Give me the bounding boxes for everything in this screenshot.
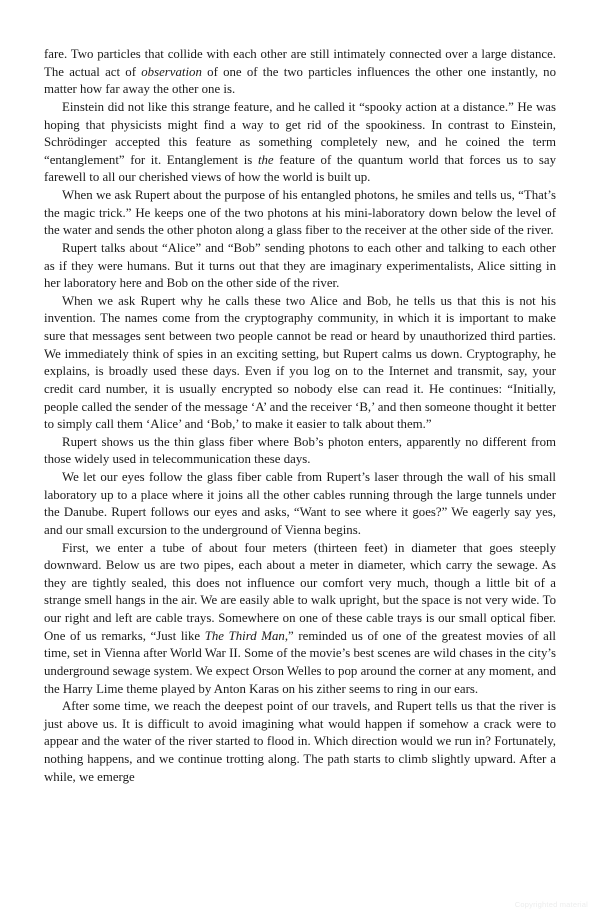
body-paragraph: Rupert talks about “Alice” and “Bob” sending photons to each other and talking to each other as if they were humans. But it turns out that they are imaginary experimentalists, Alice sitting in her laboratory here and Bob on the other side of the river. bbox=[44, 240, 556, 291]
body-paragraph: When we ask Rupert why he calls these two Alice and Bob, he tells us that this is not his invention. The names come from the cryptography community, in which it is important to make sure that messages sent between two people cannot be read or heard by unauthorized third parties. We immediately think of spies in an exciting setting, but Rupert calms us down. Cryptography, he explains, is broadly used these days. Even if you log on to the Internet and transmit, say, your credit card number, it is usually encrypted so nobody else can read it. He continues: “Initially, people called the sender of the message ‘A’ and the receiver ‘B,’ and then someone thought it better to simply call them ‘Alice’ and ‘Bob,’ to make it easier to talk about them.” bbox=[44, 293, 556, 432]
body-paragraph: After some time, we reach the deepest point of our travels, and Rupert tells us that the river is just above us. It is difficult to avoid imagining what would happen if somehow a crack were to appear and the water of the river started to flood in. Which direction would we run in? Fortunately, nothing happens, and we continue trotting along. The path starts to climb slightly upward. After a while, we emerge bbox=[44, 699, 556, 784]
emphasis-text: The Third Man bbox=[204, 628, 285, 643]
body-paragraph: Einstein did not like this strange feature, and he called it “spooky action at a distance.” He was hoping that physicists might find a way to get rid of the spookiness. In contrast to Einstein, Schrödinger accepted this feature as something completely new, and he coined the term “entanglement” for it. Entanglement is the feature of the quantum world that forces us to say farewell to all our cherished views of how the world is built up. bbox=[44, 99, 556, 185]
body-text-column bbox=[44, 46, 556, 786]
body-paragraph: fare. Two particles that collide with each other are still intimately connected over a large distance. The actual act of observation of one of the two particles influences the other one instantly, no matter how far away the other one is. bbox=[44, 47, 556, 97]
body-paragraph: When we ask Rupert about the purpose of his entangled photons, he smiles and tells us, “That’s the magic trick.” He keeps one of the two photons at his mini-laboratory down below the level of the water and sends the other photon along a glass fiber to the receiver at the other side of the river. bbox=[44, 188, 556, 238]
emphasis-text: observation bbox=[141, 64, 202, 79]
emphasis-text: the bbox=[257, 152, 274, 167]
body-paragraph: We let our eyes follow the glass fiber cable from Rupert’s laser through the wall of his small laboratory up to a place where it joins all the other cables running through the large tunnels under the Danube. Rupert follows our eyes and asks, “Want to see where it goes?” We eagerly say yes, and our small excursion to the underground of Vienna begins. bbox=[44, 470, 556, 537]
body-paragraph: First, we enter a tube of about four meters (thirteen feet) in diameter that goes steeply downward. Below us are two pipes, each about a meter in diameter, which carry the sewage. As they are tightly sealed, this does not influence our comfort very much, though a little bit of a strange smell hangs in the air. We are easily able to walk upright, but the space is not very wide. To our right and left are cable trays. Somewhere on one of these cable trays is our small optical fiber. One of us remarks, “Just like The Third Man,” reminded us of one of the greatest movies of all time, set in Vienna after World War II. Some of the movie’s best scenes are wild chases in the city’s underground sewage system. We expect Orson Welles to pop around the corner at any moment, and the Harry Lime theme played by Anton Karas on his zither seems to ring in our ears. bbox=[44, 540, 556, 696]
body-paragraph: Rupert shows us the thin glass fiber where Bob’s photon enters, apparently no different from those widely used in telecommunication these days. bbox=[44, 434, 556, 467]
copyright-watermark: Copyrighted material bbox=[514, 900, 588, 909]
